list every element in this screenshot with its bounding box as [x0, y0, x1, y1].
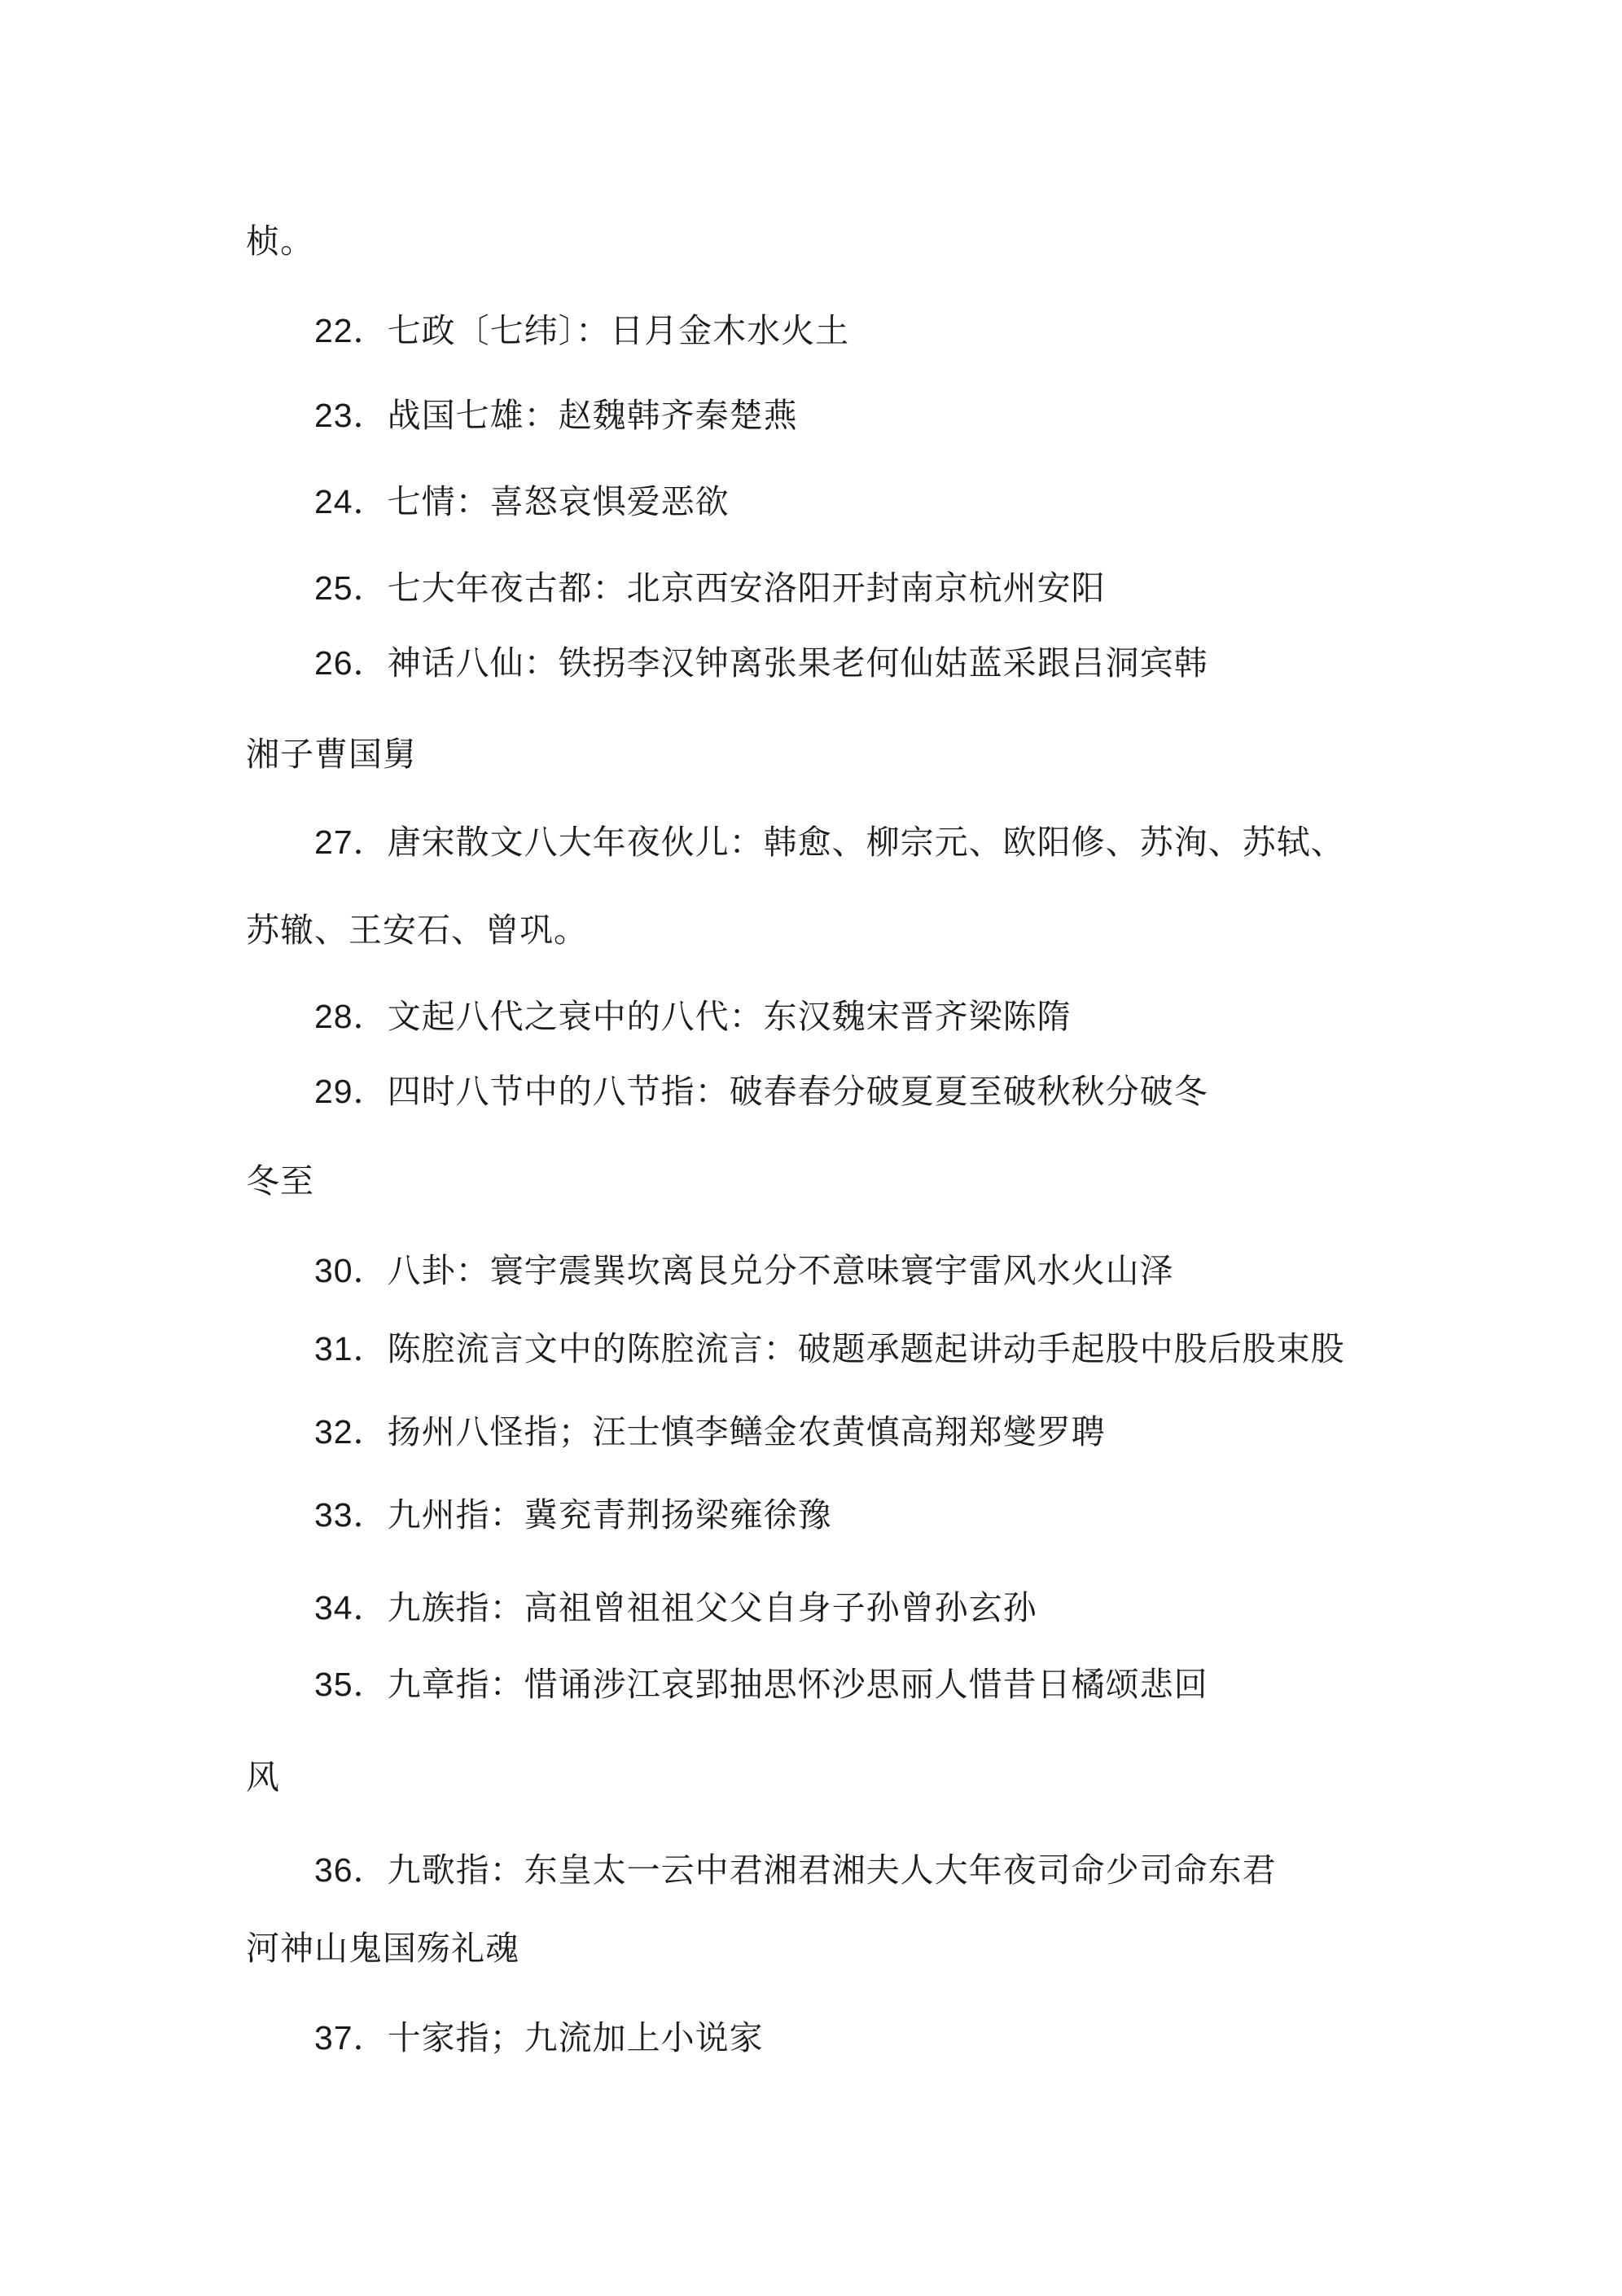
text-line-continuation-36: 河神山鬼国殇礼魂: [246, 1929, 519, 1968]
item-text: 九歌指：东皇太一云中君湘君湘夫人大年夜司命少司命东君: [387, 1850, 1277, 1890]
item-text: 四时八节中的八节指：破春春分破夏夏至破秋秋分破冬: [387, 1072, 1208, 1111]
list-item-31: [314, 1328, 1345, 1370]
item-number: 33．: [314, 1496, 388, 1534]
item-number: 30．: [314, 1252, 388, 1289]
item-text: 七大年夜古都：北京西安洛阳开封南京杭州安阳: [387, 569, 1106, 608]
item-text: 九州指：冀兖青荆扬梁雍徐豫: [387, 1495, 832, 1534]
list-item-36: [314, 1849, 1277, 1891]
item-number: 26．: [314, 644, 388, 682]
list-item-25: [314, 567, 1106, 609]
item-text: 八卦：寰宇震巽坎离艮兑分不意味寰宇雷风水火山泽: [387, 1251, 1174, 1290]
item-text: 战国七雄：赵魏韩齐秦楚燕: [387, 396, 798, 435]
item-number: 24．: [314, 483, 388, 520]
item-number: 27．: [314, 823, 388, 861]
text-line-1: 桢。: [246, 222, 314, 261]
item-number: 37．: [314, 2019, 388, 2057]
list-item-23: [314, 394, 798, 437]
item-text: 九章指：惜诵涉江哀郢抽思怀沙思丽人惜昔日橘颂悲回: [387, 1665, 1208, 1704]
item-number: 31．: [314, 1330, 388, 1368]
item-number: 22．: [314, 312, 388, 349]
item-text: 扬州八怪指；汪士慎李鳝金农黄慎高翔郑燮罗聘: [387, 1412, 1106, 1451]
list-item-33: [314, 1494, 832, 1536]
item-number: 35．: [314, 1666, 388, 1703]
list-item-32: [314, 1411, 1106, 1453]
item-text: 九族指：高祖曾祖祖父父自身子孙曾孙玄孙: [387, 1588, 1037, 1627]
item-text: 陈腔流言文中的陈腔流言：破题承题起讲动手起股中股后股束股: [387, 1329, 1345, 1368]
text-line-continuation-35: 风: [246, 1758, 280, 1797]
item-text: 神话八仙：铁拐李汉钟离张果老何仙姑蓝采跟吕洞宾韩: [387, 643, 1208, 683]
item-number: 36．: [314, 1851, 388, 1889]
item-number: 23．: [314, 397, 388, 434]
item-text: 七情：喜怒哀惧爱恶欲: [387, 482, 730, 521]
list-item-27: [314, 821, 1345, 863]
item-text: 唐宋散文八大年夜伙儿：韩愈、柳宗元、欧阳修、苏洵、苏轼、: [387, 823, 1345, 862]
list-item-29: [314, 1070, 1208, 1113]
item-text: 十家指；九流加上小说家: [387, 2018, 764, 2057]
text-line-continuation-29: 冬至: [246, 1161, 314, 1201]
item-text: 文起八代之衰中的八代：东汉魏宋晋齐梁陈隋: [387, 997, 1072, 1036]
list-item-24: [314, 481, 730, 523]
list-item-26: [314, 642, 1208, 684]
list-item-22: [314, 309, 849, 352]
item-number: 25．: [314, 569, 388, 607]
item-number: 28．: [314, 998, 388, 1035]
list-item-37: [314, 2017, 764, 2059]
list-item-35: [314, 1663, 1208, 1706]
list-item-34: [314, 1587, 1037, 1629]
text-line-continuation-26: 湘子曹国舅: [246, 735, 417, 774]
list-item-30: [314, 1249, 1174, 1292]
item-number: 32．: [314, 1413, 388, 1451]
item-number: 34．: [314, 1589, 388, 1627]
item-number: 29．: [314, 1073, 388, 1110]
text-line-continuation-27: 苏辙、王安石、曾巩。: [246, 911, 588, 950]
item-text: 七政〔七纬〕：日月金木水火土: [387, 311, 850, 350]
list-item-28: [314, 995, 1072, 1038]
